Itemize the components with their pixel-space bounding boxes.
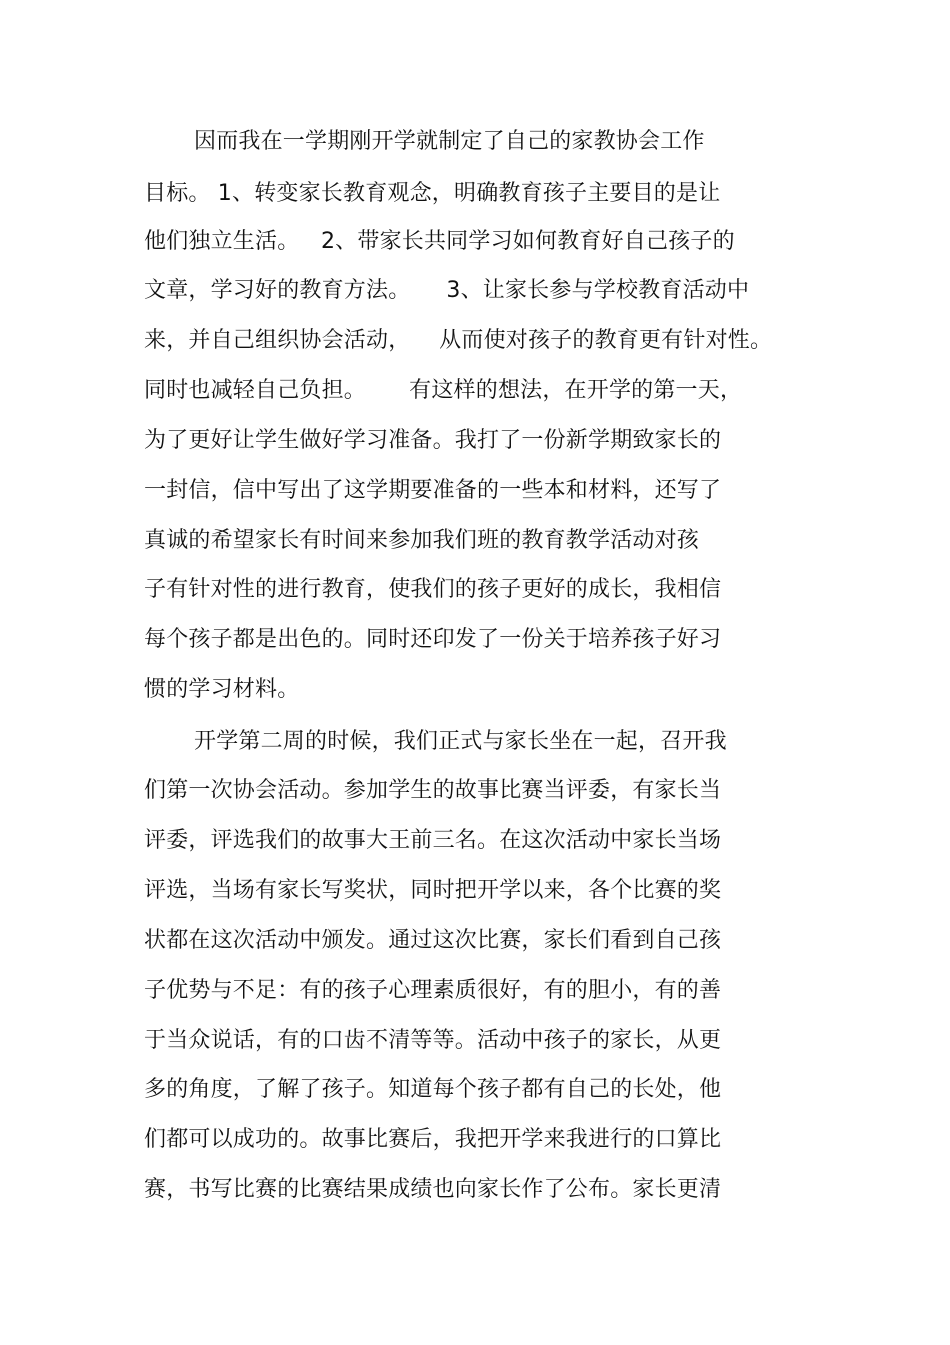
text-line: 一封信，信中写出了这学期要准备的一些本和材料，还写了	[144, 478, 722, 503]
text-line: 来，并自己组织协会活动， 从而使对孩子的教育更有针对性。	[144, 328, 773, 353]
text-line: 状都在这次活动中颁发。通过这次比赛，家长们看到自己孩	[144, 928, 722, 953]
text-line: 目标。 1、转变家长教育观念，明确教育孩子主要目的是让	[144, 181, 721, 206]
text-line: 评委，评选我们的故事大王前三名。在这次活动中家长当场	[144, 828, 722, 853]
text-line: 开学第二周的时候，我们正式与家长坐在一起，召开我	[194, 729, 727, 754]
text-line: 赛，书写比赛的比赛结果成绩也向家长作了公布。家长更清	[144, 1177, 722, 1202]
text-line: 因而我在一学期刚开学就制定了自己的家教协会工作	[194, 129, 705, 154]
text-line: 子有针对性的进行教育，使我们的孩子更好的成长，我相信	[144, 577, 722, 602]
text-line: 评选，当场有家长写奖状，同时把开学以来，各个比赛的奖	[144, 878, 722, 903]
text-line: 多的角度，了解了孩子。知道每个孩子都有自己的长处，他	[144, 1077, 722, 1102]
text-line: 们都可以成功的。故事比赛后，我把开学来我进行的口算比	[144, 1127, 722, 1152]
text-line: 同时也减轻自己负担。 有这样的想法，在开学的第一天，	[144, 378, 743, 403]
text-line: 他们独立生活。 2、带家长共同学习如何教育好自己孩子的	[144, 229, 735, 254]
text-line: 于当众说话，有的口齿不清等等。活动中孩子的家长，从更	[144, 1028, 722, 1053]
text-line: 子优势与不足：有的孩子心理素质很好，有的胆小，有的善	[144, 978, 722, 1003]
text-line: 惯的学习材料。	[144, 677, 300, 702]
text-line: 文章，学习好的教育方法。 3、让家长参与学校教育活动中	[144, 278, 750, 303]
text-line: 们第一次协会活动。参加学生的故事比赛当评委，有家长当	[144, 778, 722, 803]
text-line: 每个孩子都是出色的。同时还印发了一份关于培养孩子好习	[144, 627, 722, 652]
text-line: 真诚的希望家长有时间来参加我们班的教育教学活动对孩	[144, 528, 700, 553]
text-line: 为了更好让学生做好学习准备。我打了一份新学期致家长的	[144, 428, 722, 453]
